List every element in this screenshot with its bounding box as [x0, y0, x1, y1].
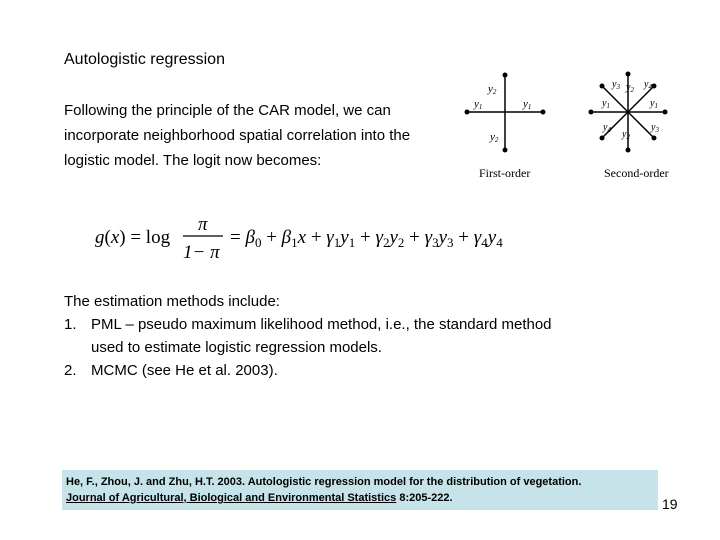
neighbor-label-left: y1 — [474, 98, 483, 111]
list-item-continuation: used to estimate logistic regression models. — [91, 339, 382, 356]
svg-text:g(x) = log: g(x) = log — [95, 227, 171, 248]
intro-line: incorporate neighborhood spatial correlation into the — [64, 127, 411, 144]
list-text: MCMC (see He et al. 2003). — [91, 362, 278, 379]
journal-link[interactable]: Journal of Agricultural, Biological and Environmental Statistics — [66, 492, 397, 504]
neighbor-label-top-right: $y_4$ — [644, 79, 652, 91]
neighbor-label-top-left: $y_3$ — [612, 79, 620, 91]
logit-formula — [95, 210, 565, 266]
intro-line: logistic model. The logit now becomes: — [64, 152, 322, 169]
svg-text:π: π — [198, 214, 208, 235]
list-item — [64, 359, 552, 382]
list-number: 2. — [64, 362, 77, 379]
first-order-caption: First-order — [479, 166, 531, 180]
reference-pages: 8:205-222. — [396, 492, 453, 504]
page-number: 19 — [662, 496, 678, 512]
reference-line — [66, 490, 654, 506]
methods-intro: The estimation methods include: — [64, 293, 280, 310]
svg-text:= β0 + β1x + γ1y1 + γ2y2 + γ3y: = $\beta_0 + \beta_1x + \gamma_1y_1 + \gamma_2y_2 + \gamma_3y_3 + \gamma_4y_4$ — [230, 227, 503, 250]
list-text: PML – pseudo maximum likelihood method, i.e., the standard method — [91, 316, 552, 333]
second-order-diagram — [588, 70, 688, 170]
list-number: 1. — [64, 316, 77, 333]
neighbor-label-bottom-right: $y_3$ — [651, 122, 659, 134]
neighbor-label-top: $y_2$ — [626, 82, 634, 94]
svg-text:1− π: 1− π — [183, 242, 220, 263]
intro-line: Following the principle of the CAR model, we can — [64, 102, 391, 119]
slide-title: Autologistic regression — [64, 51, 225, 68]
neighbor-label-right: $y_1$ — [650, 98, 658, 110]
first-order-diagram — [460, 70, 560, 170]
second-order-caption: Second-order — [604, 166, 669, 180]
estimation-methods — [64, 290, 552, 382]
neighbor-label-right: y1 — [523, 98, 532, 111]
neighbor-label-top: y2 — [488, 83, 497, 96]
list-item — [64, 313, 552, 336]
intro-paragraph — [64, 98, 444, 173]
neighbor-label-left: $y_1$ — [602, 98, 610, 110]
neighbor-label-bottom: y2 — [490, 131, 499, 144]
reference-line: He, F., Zhou, J. and Zhu, H.T. 2003. Autologistic regression model for the distribution of vegetation. — [66, 476, 582, 488]
neighbor-label-bottom: $y_2$ — [622, 129, 630, 141]
neighbor-label-bottom-left: $y_4$ — [603, 122, 611, 134]
reference-box — [62, 470, 658, 510]
